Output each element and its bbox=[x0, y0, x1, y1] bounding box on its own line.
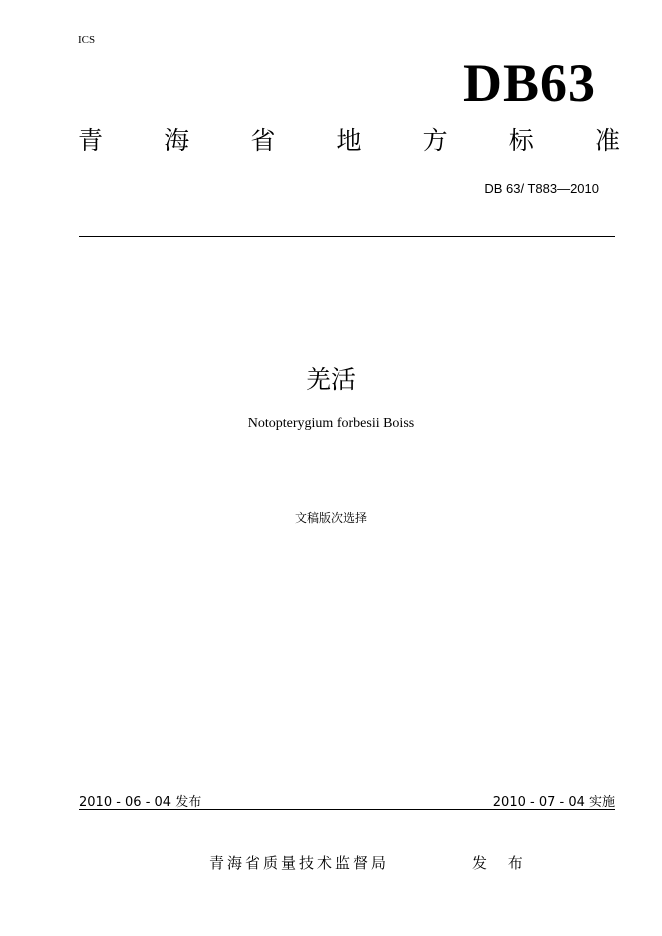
publish-label: 发 布 bbox=[472, 854, 531, 872]
issuer-name: 青海省质量技术监督局 bbox=[209, 854, 390, 872]
header-divider bbox=[79, 236, 615, 237]
version-selector[interactable]: 文稿版次选择 bbox=[294, 511, 367, 525]
standard-type-title bbox=[78, 128, 620, 153]
standard-number: DB 63/ T883—2010 bbox=[484, 181, 599, 196]
standard-type-char: 准 bbox=[594, 126, 620, 155]
implement-date: 2010 - 07 - 04 实施 bbox=[492, 795, 615, 810]
standard-type-char: 青 bbox=[78, 126, 104, 155]
standard-type-char: 海 bbox=[164, 126, 190, 155]
standard-code: DB63 bbox=[462, 53, 596, 113]
standard-type-char: 省 bbox=[250, 126, 276, 155]
standard-type-char: 标 bbox=[508, 126, 534, 155]
standard-type-char: 地 bbox=[336, 126, 362, 155]
latin-name: Notopterygium forbesii Boiss bbox=[247, 416, 415, 431]
footer-divider bbox=[79, 809, 615, 810]
standard-type-char: 方 bbox=[422, 126, 448, 155]
ics-label: ICS bbox=[78, 34, 96, 46]
document-title: 羌活 bbox=[305, 365, 356, 394]
issue-date: 2010 - 06 - 04 发布 bbox=[79, 795, 202, 810]
